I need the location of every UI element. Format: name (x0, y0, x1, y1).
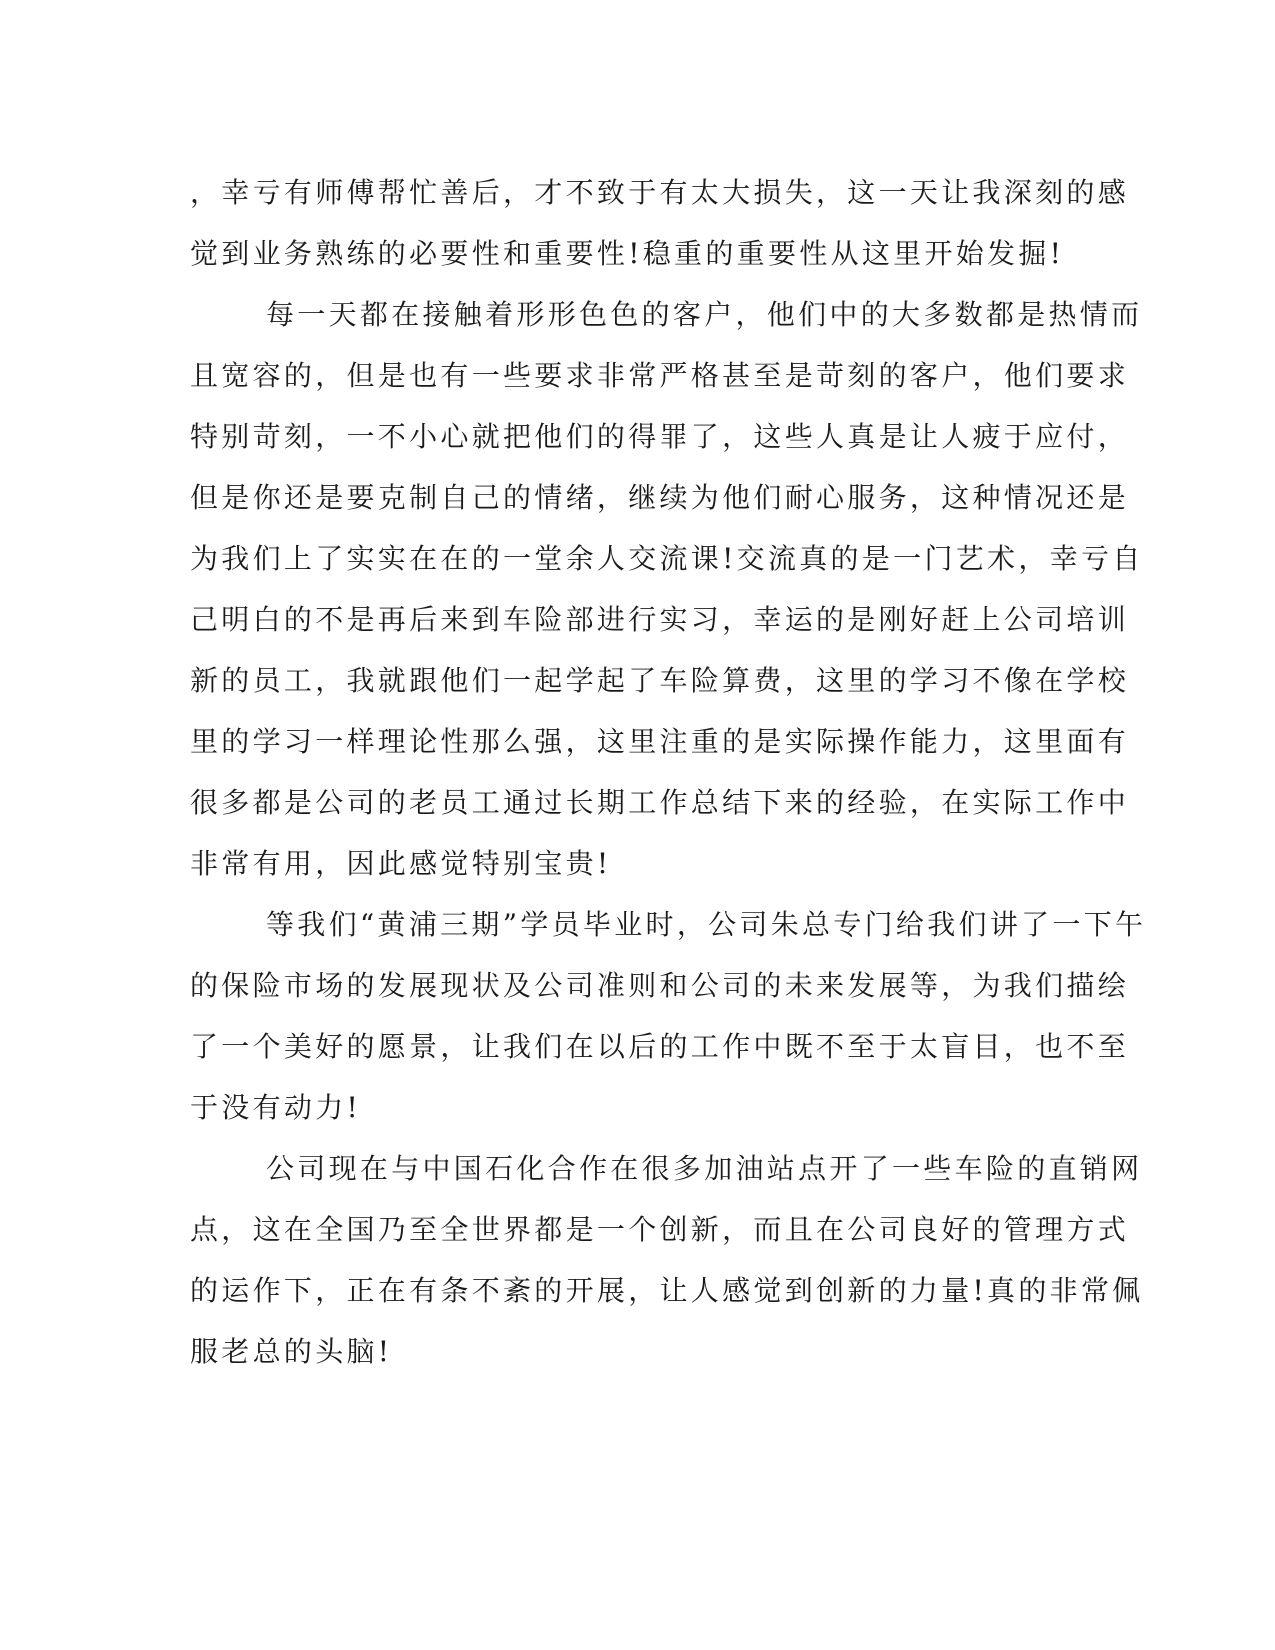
text-line: 但是你还是要克制自己的情绪，继续为他们耐心服务，这种情况还是 (190, 481, 1130, 514)
text-line: 的运作下，正在有条不紊的开展，让人感觉到创新的力量!真的非常佩 (190, 1274, 1144, 1307)
paragraph-1 (190, 162, 1130, 284)
text-line: 的保险市场的发展现状及公司准则和公司的未来发展等，为我们描绘 (190, 969, 1130, 1002)
text-line: 服老总的头脑! (190, 1335, 393, 1368)
text-line: 很多都是公司的老员工通过长期工作总结下来的经验，在实际工作中 (190, 786, 1130, 819)
text-line: 觉到业务熟练的必要性和重要性!稳重的重要性从这里开始发掘! (190, 237, 1065, 270)
text-line: 特别苛刻，一不小心就把他们的得罪了，这些人真是让人疲于应付， (190, 420, 1130, 453)
text-line: 公司现在与中国石化合作在很多加油站点开了一些车险的直销网 (266, 1152, 1143, 1185)
text-line: 为我们上了实实在在的一堂余人交流课!交流真的是一门艺术，幸亏自 (190, 542, 1144, 575)
paragraph-2 (190, 284, 1144, 894)
paragraph-3 (190, 894, 1147, 1138)
text-line: 里的学习一样理论性那么强，这里注重的是实际操作能力，这里面有 (190, 725, 1130, 758)
text-line: 且宽容的，但是也有一些要求非常严格甚至是苛刻的客户，他们要求 (190, 359, 1130, 392)
text-line: 非常有用，因此感觉特别宝贵! (190, 847, 612, 880)
text-line: 点，这在全国乃至全世界都是一个创新，而且在公司良好的管理方式 (190, 1213, 1130, 1246)
text-line: 于没有动力! (190, 1091, 362, 1124)
text-line: 每一天都在接触着形形色色的客户，他们中的大多数都是热情而 (266, 298, 1143, 331)
body-text (190, 162, 1147, 1382)
text-line: 新的员工，我就跟他们一起学起了车险算费，这里的学习不像在学校 (190, 664, 1130, 697)
text-line: 己明白的不是再后来到车险部进行实习，幸运的是刚好赶上公司培训 (190, 603, 1130, 636)
text-line: 了一个美好的愿景，让我们在以后的工作中既不至于太盲目，也不至 (190, 1030, 1130, 1063)
paragraph-4 (190, 1138, 1144, 1382)
text-line: 等我们“黄浦三期”学员毕业时，公司朱总专门给我们讲了一下午 (266, 908, 1147, 941)
text-line: ，幸亏有师傅帮忙善后，才不致于有太大损失，这一天让我深刻的感 (190, 176, 1130, 209)
